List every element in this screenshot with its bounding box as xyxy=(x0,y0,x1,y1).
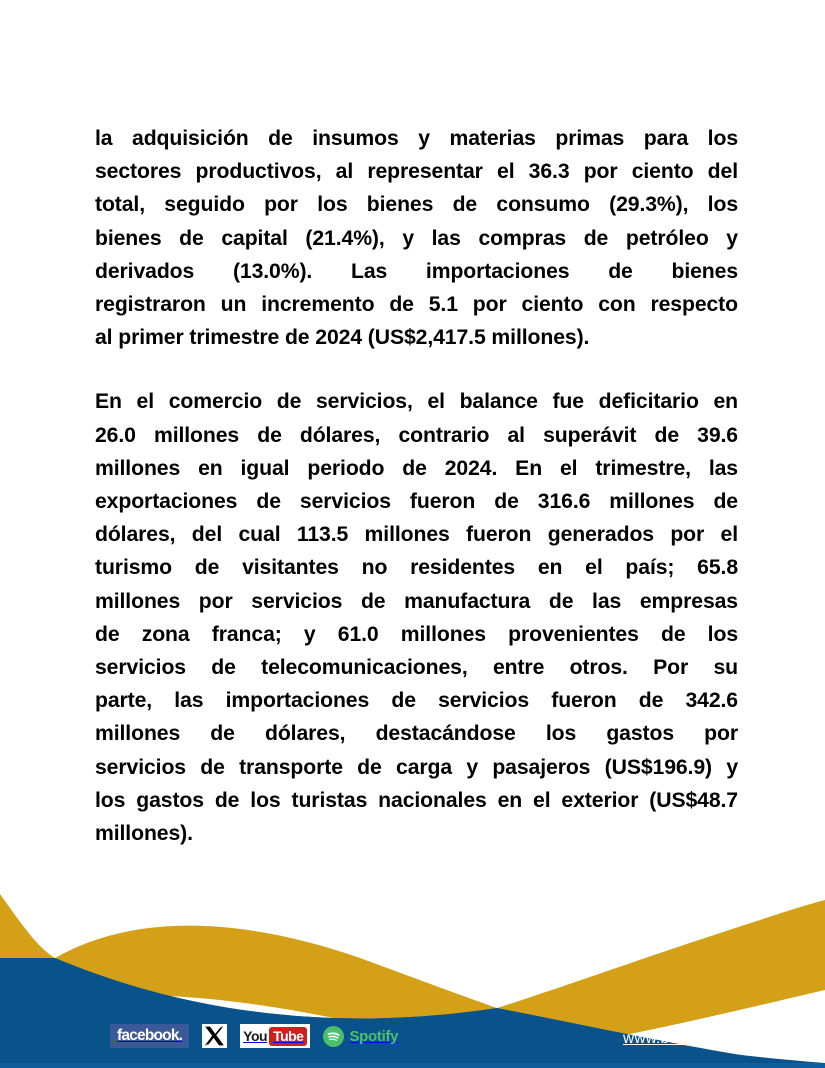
text-line: servicios de transporte de carga y pasajeros (US$196.9) y xyxy=(95,755,738,779)
text-line: sectores productivos, al representar el 36.3 por ciento del xyxy=(95,160,738,184)
paragraph-services-trade xyxy=(95,385,738,850)
facebook-label: facebook. xyxy=(117,1026,183,1044)
x-twitter-icon[interactable] xyxy=(202,1024,227,1048)
paragraph-imports-goods xyxy=(95,122,738,354)
text-line: bienes de capital (21.4%), y las compras de petróleo y xyxy=(95,226,738,250)
spotify-glyph xyxy=(323,1026,344,1047)
social-links-row xyxy=(110,1023,398,1049)
text-line: registraron un incremento de 5.1 por ciento con respecto xyxy=(95,293,738,317)
x-glyph xyxy=(202,1024,227,1048)
spotify-icon[interactable] xyxy=(323,1024,398,1048)
text-line: la adquisición de insumos y materias primas para los xyxy=(95,127,738,150)
text-line: millones de dólares, destacándose los gastos por xyxy=(95,722,738,746)
text-line: En el comercio de servicios, el balance fue deficitario en xyxy=(95,390,738,414)
youtube-label-tube: Tube xyxy=(269,1027,307,1046)
facebook-icon[interactable] xyxy=(110,1024,189,1048)
text-line: exportaciones de servicios fueron de 316.6 millones de xyxy=(95,490,738,514)
website-url[interactable]: www.bcn.gob.ni xyxy=(623,1029,733,1047)
text-line: millones). xyxy=(95,822,193,846)
text-line: dólares, del cual 113.5 millones fueron generados por el xyxy=(95,523,738,547)
text-line: de zona franca; y 61.0 millones provenientes de los xyxy=(95,622,738,646)
text-line: parte, las importaciones de servicios fueron de 342.6 xyxy=(95,689,738,713)
text-line: servicios de telecomunicaciones, entre otros. Por su xyxy=(95,656,738,680)
text-line: derivados (13.0%). Las importaciones de bienes xyxy=(95,259,738,283)
spotify-label: Spotify xyxy=(349,1027,399,1045)
text-line: turismo de visitantes no residentes en el país; 65.8 xyxy=(95,556,738,580)
text-line: 26.0 millones de dólares, contrario al superávit de 39.6 xyxy=(95,423,738,447)
footer-bottom-strip xyxy=(0,1063,825,1068)
text-line: total, seguido por los bienes de consumo (29.3%), los xyxy=(95,193,738,217)
text-line: millones por servicios de manufactura de las empresas xyxy=(95,589,738,613)
text-line: millones en igual periodo de 2024. En el trimestre, las xyxy=(95,456,738,480)
text-line: los gastos de los turistas nacionales en el exterior (US$48.7 xyxy=(95,788,738,812)
youtube-icon[interactable] xyxy=(240,1024,310,1048)
text-line: al primer trimestre de 2024 (US$2,417.5 millones). xyxy=(95,326,590,350)
youtube-label-you: You xyxy=(243,1028,268,1044)
document-body xyxy=(95,122,738,850)
